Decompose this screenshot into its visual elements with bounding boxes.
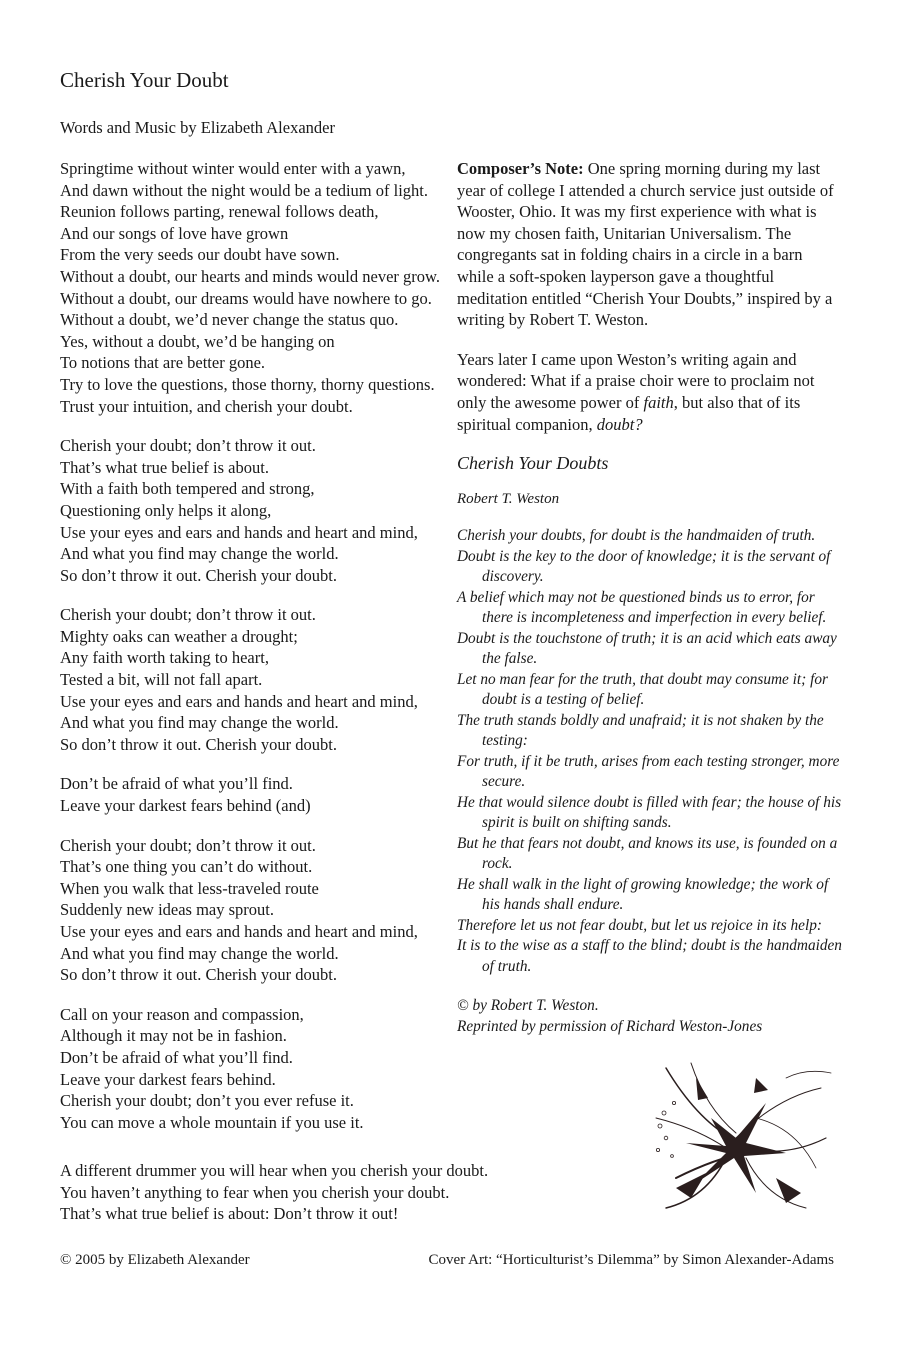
poem-line: Doubt is the touchstone of truth; it is an acid which eats away the false.: [457, 629, 837, 668]
composer-note-text: One spring morning during my last year of college I attended a church service just outside of Wooster, Ohio. It was my first experience with what is now my chosen faith, Unitarian Universalism. The congregants sat in folding chairs in a circle in a barn while a soft-spoken layperson gave a thoughtful meditation entitled “Cherish Your Doubts,” inspired by a writing by Robert T. Weston.: [457, 159, 834, 330]
lyric-line: Springtime without winter would enter with a yawn,: [60, 159, 406, 178]
poem-line: The truth stands boldly and unafraid; it is not shaken by the testing:: [457, 711, 824, 750]
stanza-6: [60, 1004, 445, 1134]
lyric-line: Questioning only helps it along,: [60, 500, 272, 520]
lyric-line: Leave your darkest fears behind (and): [60, 796, 311, 816]
poem-copyright-block: [457, 995, 842, 1037]
cover-art-illustration: [636, 1058, 836, 1223]
composer-note-text: , but also that of its spiritual companion,: [457, 392, 801, 434]
composer-note: [457, 158, 842, 435]
emphasis-faith: faith: [643, 392, 674, 412]
lyric-line: Call on your reason and compassion,: [60, 1004, 304, 1024]
poem-line: But he that fears not doubt, and knows its use, is founded on a rock.: [457, 834, 838, 873]
stanza-5: [60, 835, 445, 986]
credit-line: Words and Music by Elizabeth Alexander: [60, 118, 335, 137]
poem-line: Therefore let us not fear doubt, but let us rejoice in its help:: [457, 916, 822, 934]
lyric-line: And what you find may change the world.: [60, 544, 339, 564]
poem-body: [457, 526, 842, 977]
lyric-line: Try to love the questions, those thorny, thorny questions.: [60, 374, 435, 394]
lyric-line: Leave your darkest fears behind.: [60, 1069, 276, 1089]
notes-column: [457, 158, 842, 1037]
lyric-line: You can move a whole mountain if you use it.: [60, 1112, 364, 1132]
lyric-line: And dawn without the night would be a tedium of light.: [60, 180, 428, 200]
composer-note-label: Composer’s Note:: [457, 159, 584, 178]
lyric-line: You haven’t anything to fear when you cherish your doubt.: [60, 1182, 450, 1202]
lyric-line: Use your eyes and ears and hands and heart and mind,: [60, 522, 418, 542]
stanza-2: [60, 435, 445, 586]
lyric-line: So don’t throw it out. Cherish your doubt.: [60, 565, 337, 585]
composer-note-paragraph-1: [457, 158, 842, 331]
lyric-line: Use your eyes and ears and hands and heart and mind,: [60, 922, 418, 941]
closing-stanza: [60, 1160, 620, 1225]
lyric-line: Use your eyes and ears and hands and heart and mind,: [60, 691, 418, 711]
lyric-line: Without a doubt, our hearts and minds would never grow.: [60, 266, 440, 286]
poem-line: He shall walk in the light of growing knowledge; the work of his hands shall endure.: [457, 875, 829, 914]
footer-cover-art-credit: Cover Art: “Horticulturist’s Dilemma” by Simon Alexander-Adams: [428, 1252, 834, 1268]
poem-copyright: © by Robert T. Weston.: [457, 997, 599, 1015]
poem-line: A belief which may not be questioned binds us to error, for there is incompleteness and imperfection in every belief.: [457, 588, 827, 627]
lyric-line: Don’t be afraid of what you’ll find.: [60, 1047, 293, 1067]
poem-line: It is to the wise as a staff to the blind; doubt is the handmaiden of truth.: [457, 937, 842, 975]
lyric-line: So don’t throw it out. Cherish your doubt.: [60, 965, 337, 985]
lyric-line: Suddenly new ideas may sprout.: [60, 900, 275, 920]
poem-line: Doubt is the key to the door of knowledge; it is the servant of discovery.: [457, 547, 831, 586]
poem-title: Cherish Your Doubts: [457, 453, 609, 474]
lyric-line: Trust your intuition, and cherish your doubt.: [60, 396, 353, 416]
lyric-line: Without a doubt, we’d never change the status quo.: [60, 310, 399, 330]
lyric-line: A different drummer you will hear when you cherish your doubt.: [60, 1161, 489, 1180]
poem-author: Robert T. Weston: [457, 490, 560, 507]
composer-note-text: Years later I came upon Weston’s writing again and wondered: What if a praise choir were to proclaim not only the awesome power of: [457, 349, 815, 412]
lyric-line: And what you find may change the world.: [60, 713, 339, 733]
lyric-line: And what you find may change the world.: [60, 943, 339, 963]
lyric-line: Any faith worth taking to heart,: [60, 648, 269, 668]
lyric-line: Without a doubt, our dreams would have nowhere to go.: [60, 288, 432, 308]
lyric-line: And our songs of love have grown: [60, 223, 289, 243]
lyric-line: Cherish your doubt; don’t throw it out.: [60, 835, 316, 855]
lyric-line: To notions that are better gone.: [60, 353, 266, 373]
lyric-line: Yes, without a doubt, we’d be hanging on: [60, 331, 335, 351]
poem-line: He that would silence doubt is filled with fear; the house of his spirit is built on shifting sands.: [457, 793, 842, 832]
lyric-line: That’s what true belief is about: Don’t throw it out!: [60, 1204, 399, 1224]
emphasis-doubt: doubt?: [596, 414, 643, 434]
lyric-line: Cherish your doubt; don’t throw it out.: [60, 436, 316, 456]
lyric-line: Tested a bit, will not fall apart.: [60, 670, 263, 690]
lyric-line: Don’t be afraid of what you’ll find.: [60, 774, 293, 794]
lyric-line: From the very seeds our doubt have sown.: [60, 245, 340, 265]
lyric-line: Cherish your doubt; don’t throw it out.: [60, 605, 316, 625]
poem-line: Cherish your doubts, for doubt is the handmaiden of truth.: [457, 527, 816, 545]
stanza-3: [60, 604, 445, 755]
lyrics-column: [60, 158, 445, 1151]
footer-copyright: © 2005 by Elizabeth Alexander: [60, 1252, 250, 1268]
lyric-line: Mighty oaks can weather a drought;: [60, 626, 298, 646]
poem-line: Let no man fear for the truth, that doubt may consume it; for doubt is a testing of belief.: [457, 670, 828, 709]
lyric-line: That’s one thing you can’t do without.: [60, 857, 313, 877]
lyric-line: When you walk that less-traveled route: [60, 878, 319, 898]
poem-permission: Reprinted by permission of Richard Weston-Jones: [457, 1018, 763, 1036]
stanza-4: [60, 773, 445, 816]
lyric-line: That’s what true belief is about.: [60, 457, 269, 477]
composer-note-paragraph-2: [457, 349, 842, 435]
lyric-line: Although it may not be in fashion.: [60, 1026, 287, 1046]
lyric-line: With a faith both tempered and strong,: [60, 479, 315, 499]
lyric-line: Reunion follows parting, renewal follows death,: [60, 202, 379, 222]
lyric-line: So don’t throw it out. Cherish your doubt.: [60, 734, 337, 754]
lyric-line: Cherish your doubt; don’t you ever refuse it.: [60, 1091, 354, 1111]
page-title: Cherish Your Doubt: [60, 68, 229, 92]
poem-line: For truth, if it be truth, arises from each testing stronger, more secure.: [457, 752, 840, 791]
stanza-1: [60, 158, 445, 417]
